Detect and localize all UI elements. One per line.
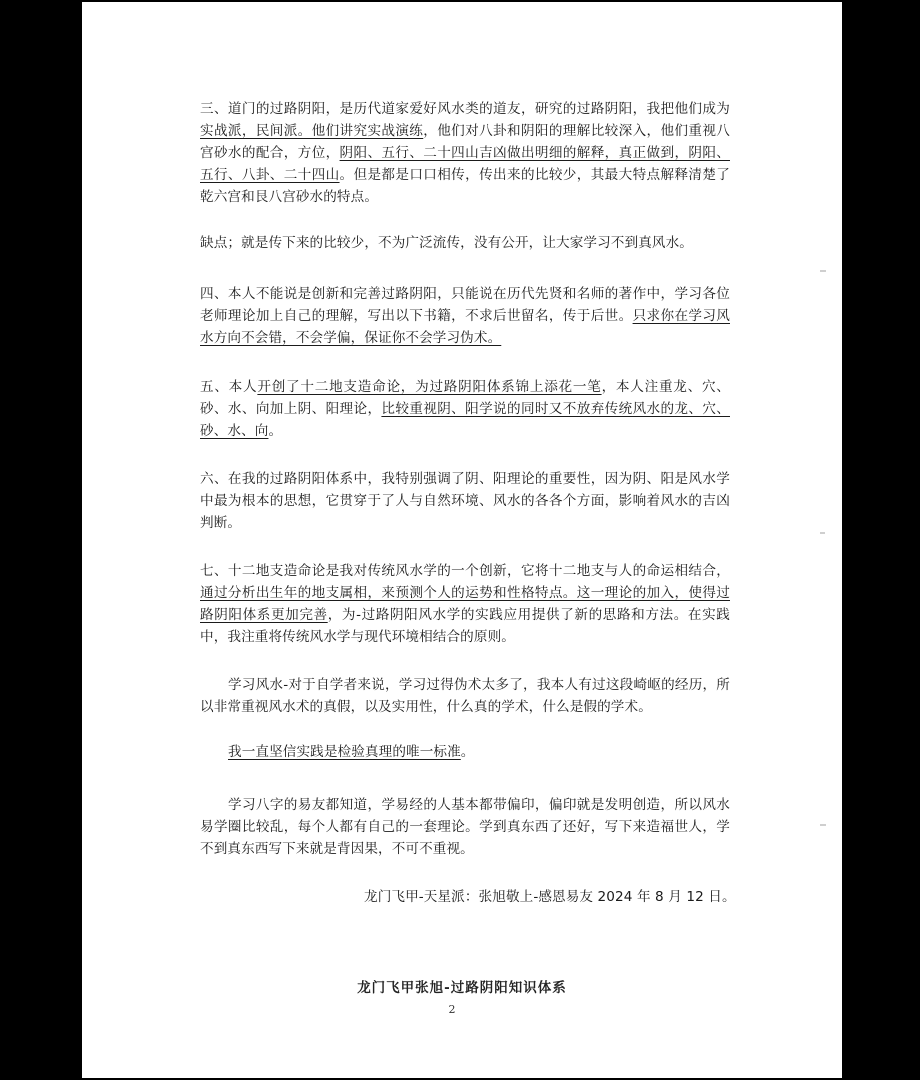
underlined-text: 实战派，民间派。他们讲究实战演练 [200,123,424,139]
underlined-text: 我一直坚信实践是检验真理的唯一标准 [228,744,461,760]
paragraph-6 [200,468,730,534]
scan-speck [820,270,826,272]
document-page [82,2,842,1078]
paragraph-4 [200,283,730,349]
underlined-text: 开创了十二地支造命论，为过路阴阳体系锦上添花一笔 [257,379,602,395]
paragraph-text: 七、十二地支造命论是我对传统风水学的一个创新，它将十二地支与人的命运相结合， [200,563,730,579]
paragraph-text: ，他们对八卦和阴阳的理解比较深入，他们重视八宫砂水的配合，方位， [200,123,730,161]
paragraph-belief [200,741,730,763]
underlined-text: 只求你在学习风水方向不会错，不会学偏，保证你不会学习伪术。 [200,308,730,346]
underlined-text: 比较重视阴、阳学说的同时又不放弃传统风水的龙、穴、砂、水、向 [200,401,730,439]
paragraph-shortcoming [200,232,730,254]
page-number: 2 [448,1003,456,1016]
paragraph-text: 六、在我的过路阴阳体系中，我特别强调了阴、阳理论的重要性，因为阴、阳是风水学中最为根本的思想，它贯穿于了人与自然环境、风水的各各个方面，影响着风水的吉凶判断。 [200,471,730,531]
paragraph-text: 五、本人 [200,379,258,395]
paragraph-text: ，为-过路阴阳风水学的实践应用提供了新的思路和方法。在实践中，我注重将传统风水学与现代环境相结合的原则。 [200,607,730,645]
paragraph-text: 缺点；就是传下来的比较少，不为广泛流传，没有公开，让大家学习不到真风水。 [200,235,693,251]
paragraph-text: 。 [268,423,283,439]
paragraph-text: ，本人注重龙、穴、砂、水、向加上阴、阳理论， [200,379,731,417]
underlined-text: 通过分析出生年的地支属相，来预测个人的运势和性格特点。这一理论的加入，使得过路阴阳体系更加完善 [200,585,730,623]
paragraph-text: 。但是都是口口相传，传出来的比较少，其最大特点解释清楚了乾六宫和艮八宫砂水的特点。 [200,167,730,205]
paragraph-text: 四、本人不能说是创新和完善过路阴阳，只能说在历代先贤和名师的著作中，学习各位老师理论加上自己的理解，写出以下书籍，不求后世留名，传于后世。 [200,286,730,324]
paragraph-learning [200,674,730,718]
paragraph-5 [200,376,730,442]
paragraph-7 [200,560,730,648]
paragraph-3 [200,98,730,208]
paragraph-text: 三、道门的过路阴阳，是历代道家爱好风水类的道友，研究的过路阴阳，我把他们成为 [200,101,730,117]
scan-speck [820,532,825,534]
paragraph-text: 学习风水-对于自学者来说，学习过得伪术太多了，我本人有过这段崎岖的经历，所以非常重视风水术的真假，以及实用性，什么真的学术，什么是假的学术。 [200,677,730,715]
scan-speck [820,824,826,826]
paragraph-text: 学习八字的易友都知道，学易经的人基本都带偏印，偏印就是发明创造，所以风水易学圈比较乱，每个人都有自己的一套理论。学到真东西了还好，写下来造福世人，学不到真东西写下来就是背因果，不可不重视。 [200,797,730,857]
underlined-text: 阴阳、五行、二十四山吉凶做出明细的解释，真正做到，阴阳、五行、八卦、二十四山 [200,145,730,183]
paragraph-text: 。 [460,744,475,760]
footer-title: 龙门飞甲张旭-过路阴阳知识体系 [357,980,567,996]
paragraph-bazi [200,794,730,860]
signature-line: 龙门飞甲-天星派：张旭敬上-感恩易友 2024 年 8 月 12 日。 [364,889,736,905]
